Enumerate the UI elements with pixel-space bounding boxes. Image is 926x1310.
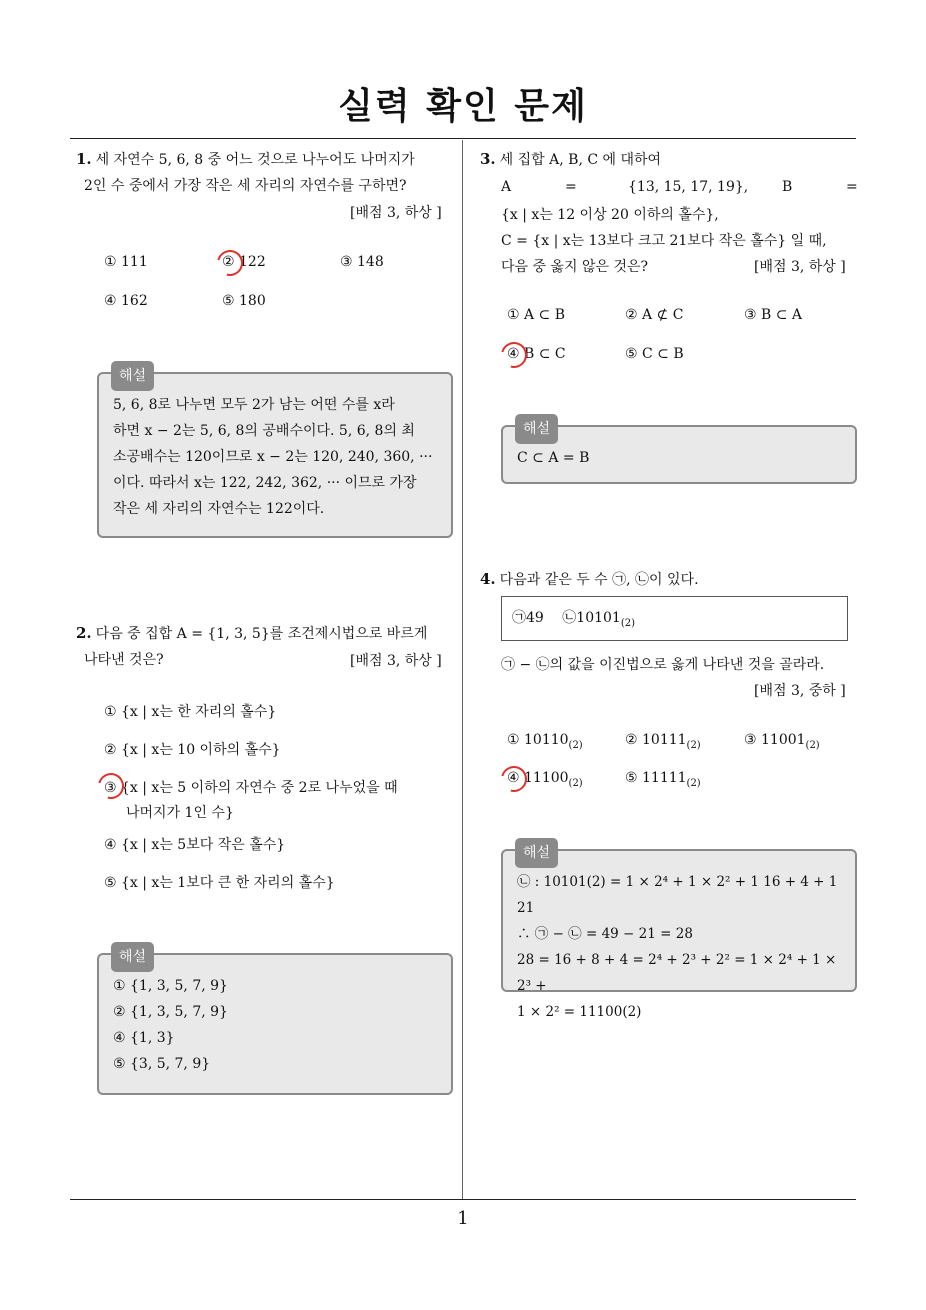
question-number: 1. xyxy=(76,150,92,168)
option-1[interactable]: ① $10110_{(2)}$ xyxy=(507,732,583,751)
answer-circle-mark xyxy=(93,768,129,804)
option-4[interactable]: ④ 162 xyxy=(104,293,148,309)
option-3[interactable]: ③ $11001_{(2)}$ xyxy=(744,732,820,751)
option-4[interactable]: ④ $11100_{(2)}$ xyxy=(507,770,583,789)
question-1 xyxy=(76,146,456,199)
score-meta: [배점 3, 하상 ] xyxy=(350,205,442,221)
question-text: 다음과 같은 두 수 ㉠, ㉡이 있다. xyxy=(499,572,699,588)
question-text: 나타낸 것은? xyxy=(84,652,164,668)
page-title: 실력 확인 문제 xyxy=(338,86,588,127)
option-3[interactable]: ③ B ⊂ A xyxy=(744,307,803,323)
score-meta: [배점 3, 하상 ] xyxy=(754,259,846,275)
set-a-label: A xyxy=(501,179,512,195)
option-1[interactable]: ① 111 xyxy=(104,254,148,270)
question-3 xyxy=(480,146,860,173)
answer-circle-mark xyxy=(496,761,532,797)
solution-line: 소공배수는 120이므로 x − 2는 120, 240, 360, ··· xyxy=(113,449,433,465)
solution-line: ⑤ {3, 5, 7, 9} xyxy=(113,1056,211,1072)
solution-box xyxy=(97,368,453,538)
option-2[interactable]: ② 122 xyxy=(222,254,266,270)
question-text: 2인 수 중에서 가장 작은 세 자리의 자연수를 구하면? xyxy=(84,178,407,194)
option-2[interactable]: ② $10111_{(2)}$ xyxy=(625,732,701,751)
option-5[interactable]: ⑤ $11111_{(2)}$ xyxy=(625,770,701,789)
equals-sign: = xyxy=(846,179,858,195)
option-5[interactable]: ⑤ 180 xyxy=(222,293,266,309)
option-1[interactable]: ① {x | x는 한 자리의 홀수} xyxy=(104,704,277,720)
question-text: 세 자연수 5, 6, 8 중 어느 것으로 나누어도 나머지가 xyxy=(95,152,415,168)
question-text: 다음 중 옳지 않은 것은? xyxy=(501,259,649,275)
set-b-label: B xyxy=(782,179,793,195)
option-4[interactable]: ④ {x | x는 5보다 작은 홀수} xyxy=(104,837,286,853)
question-number: 3. xyxy=(480,150,496,168)
question-text: {x | x는 12 이상 20 이하의 홀수}, xyxy=(501,207,719,223)
solution-line: 이다. 따라서 x는 122, 242, 362, ··· 이므로 가장 xyxy=(113,475,417,491)
number-b: ㉡10101 xyxy=(562,610,621,626)
option-3[interactable]: ③ {x | x는 5 이하의 자연수 중 2로 나누었을 때 xyxy=(104,780,398,796)
question-4 xyxy=(480,566,860,593)
solution-line: C ⊂ A = B xyxy=(517,450,590,466)
number-a: ㉠49 xyxy=(512,610,544,626)
solution-line: ① {1, 3, 5, 7, 9} xyxy=(113,978,228,994)
option-2[interactable]: ② {x | x는 10 이하의 홀수} xyxy=(104,742,281,758)
answer-circle-mark xyxy=(212,245,248,281)
page-number: 1 xyxy=(457,1208,469,1229)
solution-line: 1 × 2² = 11100(2) xyxy=(517,1004,642,1020)
set-a-value: {13, 15, 17, 19}, xyxy=(628,179,749,195)
option-4[interactable]: ④ B ⊂ C xyxy=(507,346,566,362)
solution-box xyxy=(501,421,857,484)
option-5[interactable]: ⑤ {x | x는 1보다 큰 한 자리의 홀수} xyxy=(104,875,335,891)
solution-line: 하면 x − 2는 5, 6, 8의 공배수이다. 5, 6, 8의 최 xyxy=(113,423,415,439)
solution-line: ④ {1, 3} xyxy=(113,1030,175,1046)
question-number: 4. xyxy=(480,570,496,588)
question-text: 세 집합 A, B, C 에 대하여 xyxy=(499,152,662,168)
solution-tag: 해설 xyxy=(111,942,154,972)
solution-line: 작은 세 자리의 자연수는 122이다. xyxy=(113,501,325,517)
option-3-continued: 나머지가 1인 수} xyxy=(126,805,234,821)
solution-line: ② {1, 3, 5, 7, 9} xyxy=(113,1004,228,1020)
solution-tag: 해설 xyxy=(111,361,154,391)
solution-box xyxy=(97,949,453,1095)
top-rule xyxy=(70,138,856,139)
solution-box xyxy=(501,845,857,1020)
option-1[interactable]: ① A ⊂ B xyxy=(507,307,566,323)
option-3[interactable]: ③ 148 xyxy=(340,254,384,270)
solution-tag: 해설 xyxy=(515,838,558,868)
solution-line: ∴ ㉠ − ㉡ = 49 − 21 = 28 xyxy=(517,926,693,942)
option-5[interactable]: ⑤ C ⊂ B xyxy=(625,346,684,362)
question-text: 다음 중 집합 A = {1, 3, 5}를 조건제시법으로 바르게 xyxy=(95,626,428,642)
solution-tag: 해설 xyxy=(515,414,558,444)
column-divider xyxy=(462,140,463,1200)
base-subscript: (2) xyxy=(620,617,635,629)
given-numbers-box xyxy=(501,596,848,641)
question-number: 2. xyxy=(76,624,92,642)
solution-line: 28 = 16 + 8 + 4 = 2⁴ + 2³ + 2² = 1 × 2⁴ + 1 × 2³ + xyxy=(517,952,837,994)
option-2[interactable]: ② A ⊄ C xyxy=(625,307,684,323)
score-meta: [배점 3, 하상 ] xyxy=(350,653,442,669)
equals-sign: = xyxy=(565,179,577,195)
solution-line: 5, 6, 8로 나누면 모두 2가 남는 어떤 수를 x라 xyxy=(113,397,395,413)
question-text: ㉠ − ㉡의 값을 이진법으로 옳게 나타낸 것을 골라라. xyxy=(501,657,825,673)
answer-circle-mark xyxy=(496,337,532,373)
solution-line: ㉡ : 10101(2) = 1 × 2⁴ + 1 × 2² + 1 16 + 4 + 1 21 xyxy=(517,874,838,916)
bottom-rule xyxy=(70,1199,856,1200)
score-meta: [배점 3, 중하 ] xyxy=(754,683,846,699)
question-text: C = {x | x는 13보다 크고 21보다 작은 홀수} 일 때, xyxy=(501,233,827,249)
